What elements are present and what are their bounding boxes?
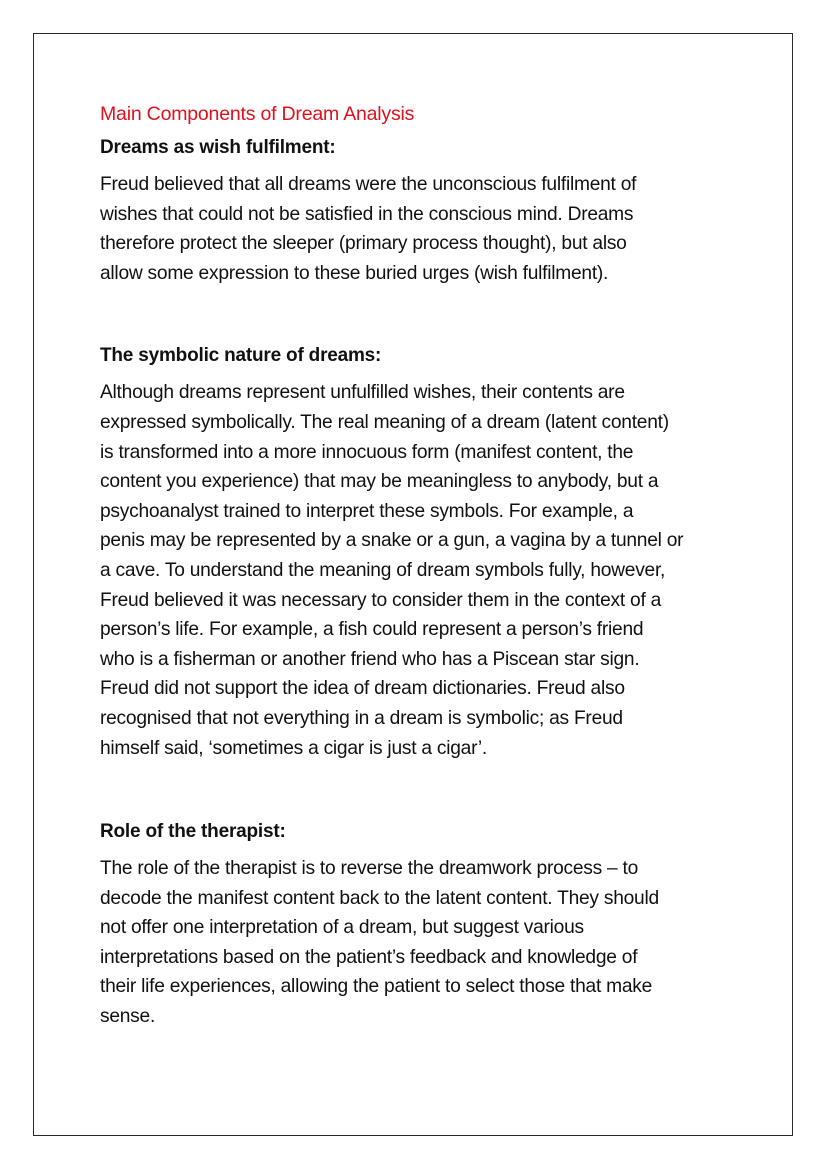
text-line: Freud believed that all dreams were the unconscious fulfilment of [100, 174, 637, 195]
text-line: Freud believed it was necessary to consider them in the context of a [100, 589, 662, 611]
document-title: Main Components of Dream Analysis [100, 103, 415, 125]
text-line: recognised that not everything in a dream is symbolic; as Freud [100, 707, 623, 729]
section-body [100, 378, 740, 763]
text-line: person’s life. For example, a fish could represent a person’s friend [100, 619, 644, 641]
text-line: their life experiences, allowing the patient to select those that make [100, 976, 653, 998]
section-body [100, 854, 740, 1032]
text-line: content you experience) that may be meaningless to anybody, but a [100, 471, 659, 493]
text-line: wishes that could not be satisfied in the conscious mind. Dreams [100, 203, 634, 225]
section-heading: The symbolic nature of dreams: [100, 345, 382, 367]
text-line: psychoanalyst trained to interpret these symbols. For example, a [100, 500, 634, 522]
section-heading: Role of the therapist: [100, 821, 286, 843]
section-body [100, 170, 740, 288]
section-wish-fulfilment [100, 135, 740, 288]
text-line: penis may be represented by a snake or a gun, a vagina by a tunnel or [100, 530, 684, 552]
text-line: Freud did not support the idea of dream dictionaries. Freud also [100, 678, 625, 700]
text-line: not offer one interpretation of a dream, but suggest various [100, 917, 584, 939]
text-line: sense. [100, 1006, 156, 1028]
text-line: decode the manifest content back to the latent content. They should [100, 887, 659, 909]
text-line: allow some expression to these buried urges (wish fulfilment). [100, 262, 609, 284]
text-line: who is a fisherman or another friend who has a Piscean star sign. [100, 648, 640, 670]
text-line: is transformed into a more innocuous form (manifest content, the [100, 441, 634, 463]
text-line: himself said, ‘sometimes a cigar is just a cigar’. [100, 737, 488, 759]
section-role-of-therapist [100, 819, 740, 1032]
text-line: interpretations based on the patient’s feedback and knowledge of [100, 946, 638, 968]
text-line: therefore protect the sleeper (primary process thought), but also [100, 233, 627, 255]
document-content [100, 101, 740, 1088]
text-line: expressed symbolically. The real meaning of a dream (latent content) [100, 411, 669, 433]
text-line: a cave. To understand the meaning of dream symbols fully, however, [100, 559, 666, 581]
section-heading: Dreams as wish fulfilment: [100, 137, 336, 158]
section-symbolic-nature [100, 343, 740, 763]
text-line: The role of the therapist is to reverse the dreamwork process – to [100, 858, 639, 880]
text-line: Although dreams represent unfulfilled wishes, their contents are [100, 382, 625, 404]
